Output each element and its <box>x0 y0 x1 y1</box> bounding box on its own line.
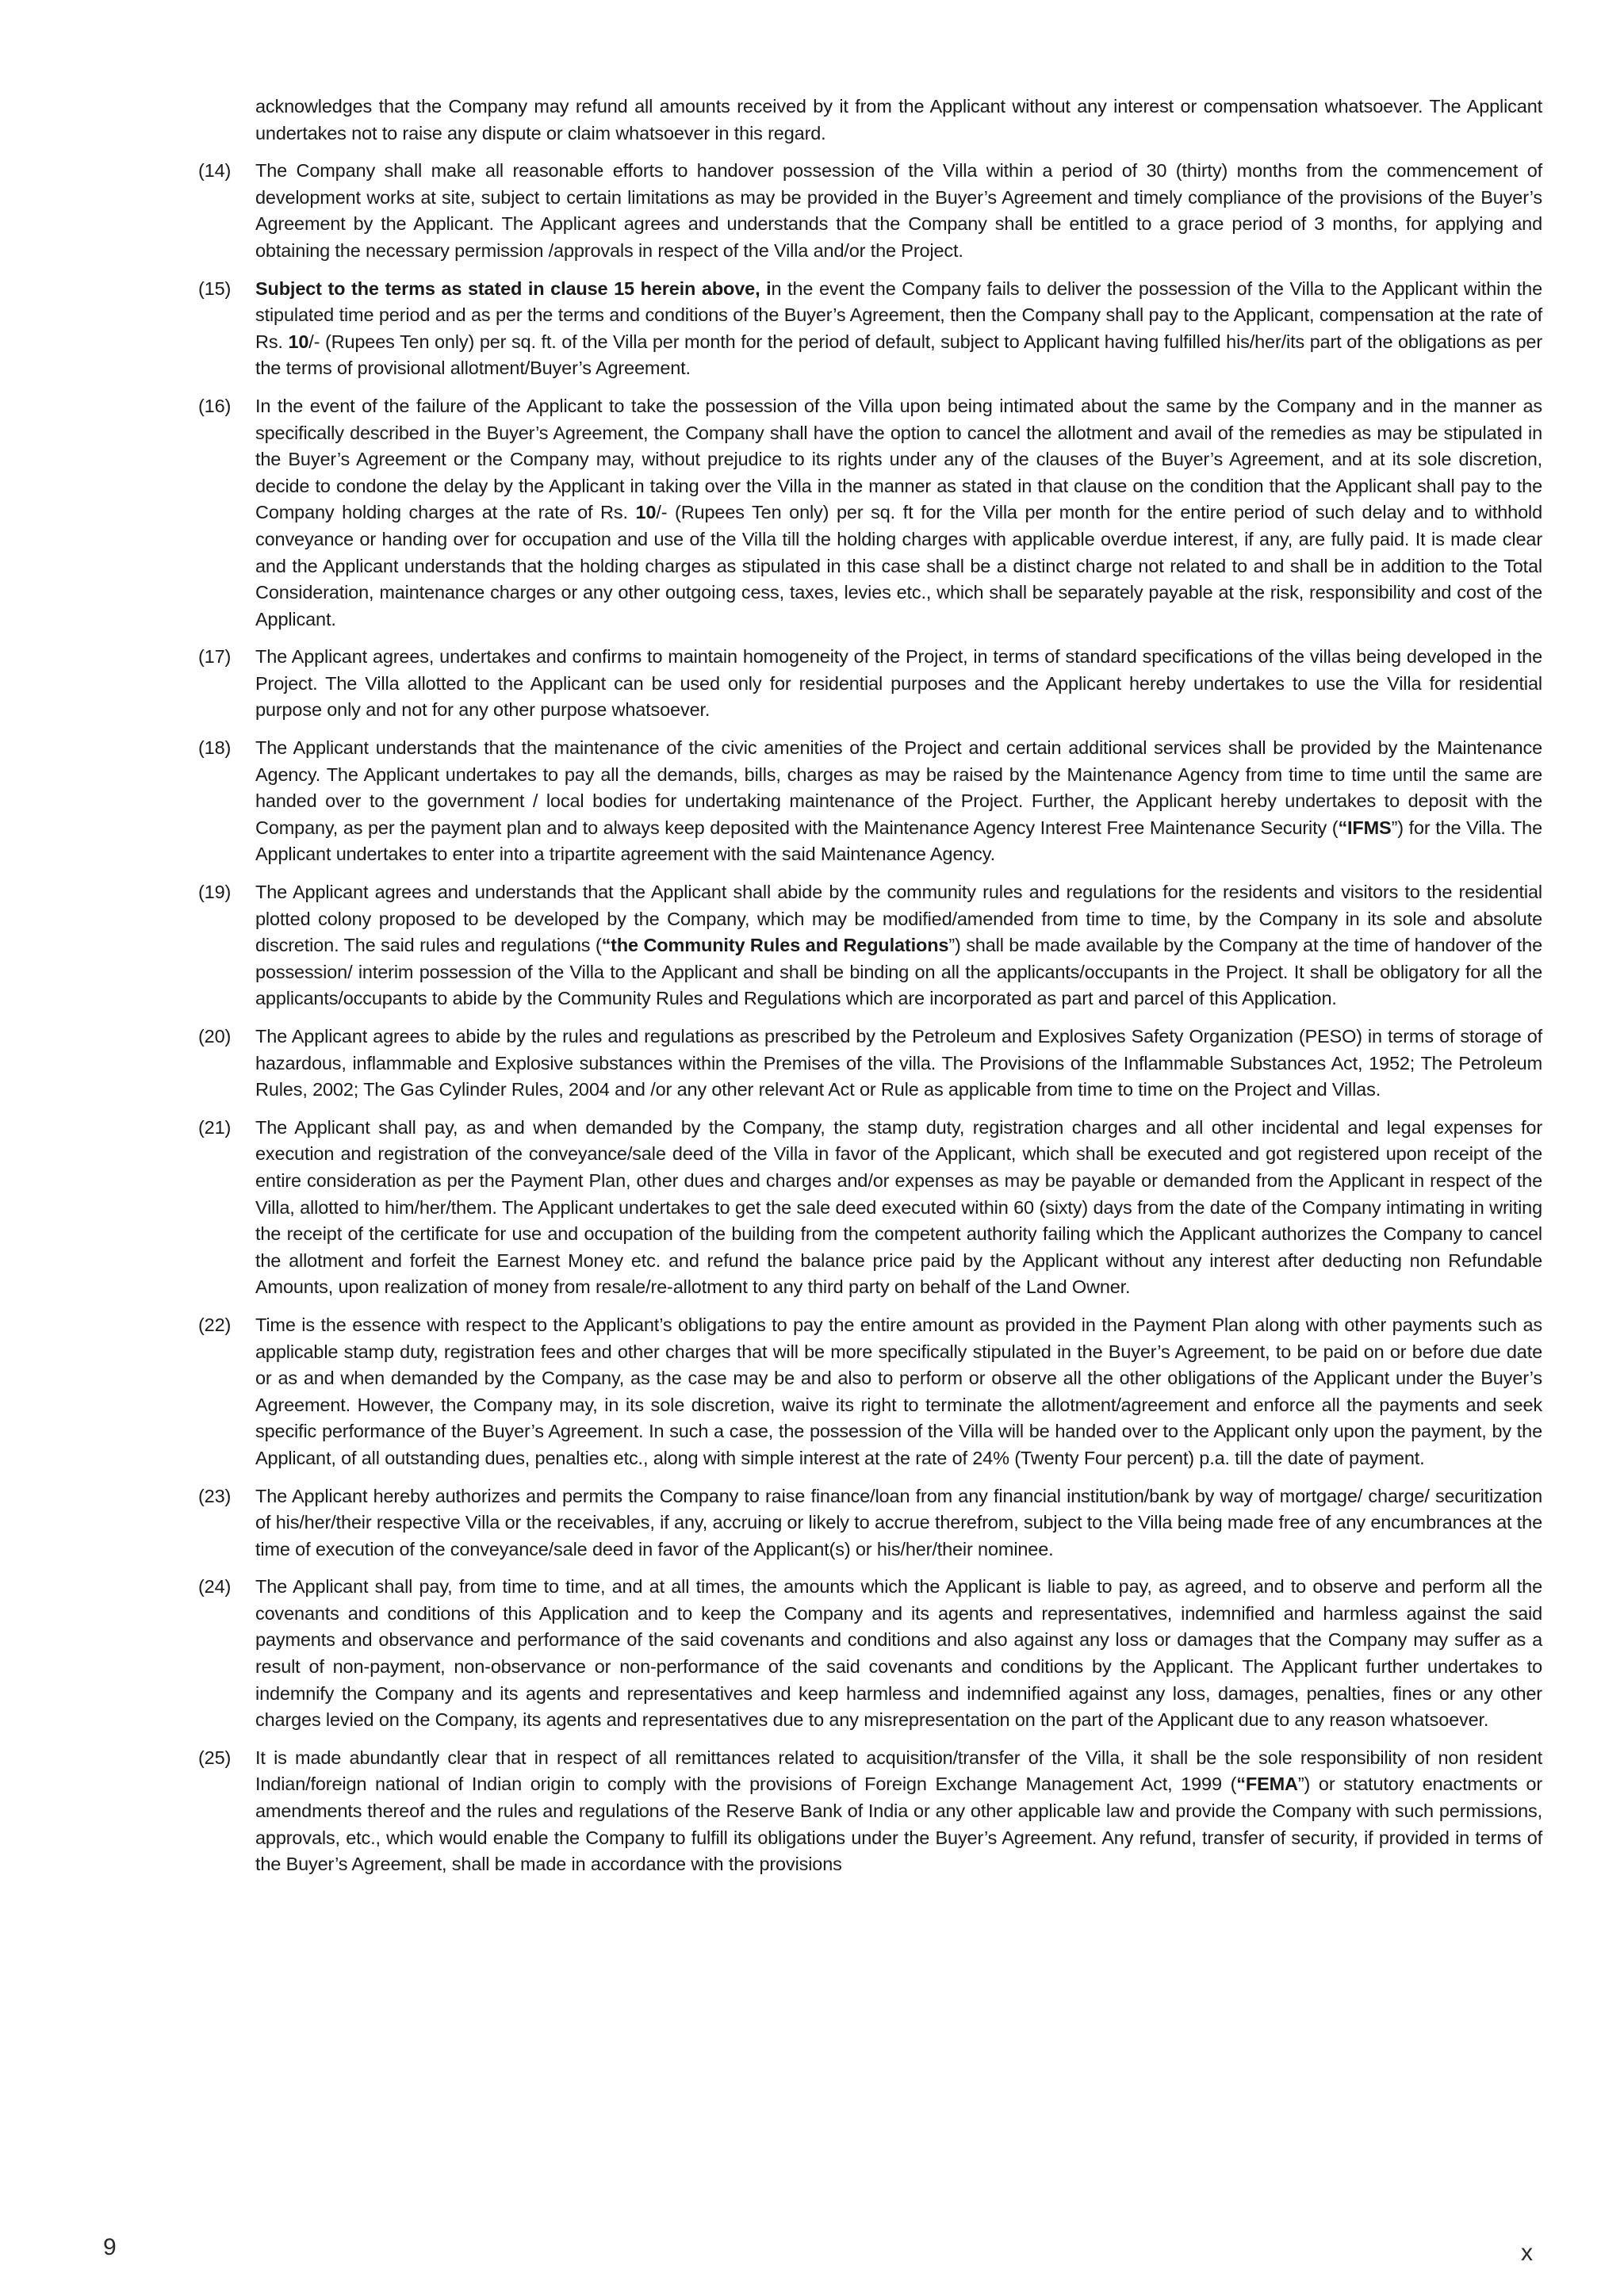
clause-21 <box>198 1115 1542 1301</box>
clause-16 <box>198 393 1542 633</box>
defined-term: “the Community Rules and Regulations <box>601 935 949 956</box>
clause-number: (24) <box>198 1576 232 1598</box>
clause-17 <box>198 644 1542 724</box>
clause-number: (17) <box>198 646 232 668</box>
rate-value: 10 <box>288 331 309 352</box>
clause-20 <box>198 1024 1542 1104</box>
clause-18 <box>198 735 1542 868</box>
page-number: 9 <box>103 2234 117 2260</box>
clause-number: (14) <box>198 160 232 182</box>
clause-number: (15) <box>198 277 232 299</box>
clause-number: (16) <box>198 395 232 416</box>
clause-15 <box>198 276 1542 382</box>
page-mark: x <box>1521 2240 1533 2266</box>
defined-term: “IFMS <box>1338 817 1392 838</box>
terms-body <box>198 94 1542 1889</box>
clause-number: (25) <box>198 1747 232 1768</box>
clause-text: The Applicant shall pay, from time to time, and at all times, the amounts which the Applicant is liable to pay, as agreed, and to observe and perform all the covenants and conditions of this Application and to keep the Company and its agents and representatives, indemnified and harmless against the said payments and observance and performance of the said covenants and conditions and also against any loss or damages that the Company may suffer as a result of non-payment, non-observance or non-performance of the said covenants and conditions by the Applicant. The Applicant further undertakes to indemnify the Company and its agents and representatives and keep harmless and indemnified against any loss, damages, penalties, fines or any other charges levied on the Company, its agents and representatives due to any misrepresentation on the part of the Applicant due to any reason whatsoever. <box>255 1576 1542 1731</box>
clause-text: The Applicant agrees to abide by the rules and regulations as prescribed by the Petroleum and Explosives Safety Organization (PESO) in terms of storage of hazardous, inflammable and Explosive substances within the Premises of the villa. The Provisions of the Inflammable Substances Act, 1952; The Petroleum Rules, 2002; The Gas Cylinder Rules, 2004 and /or any other relevant Act or Rule as applicable from time to time on the Project and Villas. <box>255 1026 1542 1100</box>
clause-text: The Applicant hereby authorizes and permits the Company to raise finance/loan from any financial institution/bank by way of mortgage/ charge/ securitization of his/her/their respective Villa or the receivables, if any, accruing or likely to accrue therefrom, subject to the Villa being made free of any encumbrances at the time of execution of the conveyance/sale deed in favor of the Applicant(s) or his/her/their nominee. <box>255 1485 1542 1559</box>
rate-value: 10 <box>635 502 657 523</box>
clause-text: The Applicant agrees and understands that the Applicant shall abide by the community rules and regulations for the residents and visitors to the residential plotted colony proposed to be developed by the Company, which may be modified/amended from time to time, by the Company in its sole and absolute discretion. The said rules and regulations (“the Community Rules and Regulations”) shall be made available by the Company at the time of handover of the possession/ interim possession of the Villa to the Applicant and shall be binding on all the applicants/occupants in the Project. It shall be obligatory for all the applicants/occupants to abide by the Community Rules and Regulations which are incorporated as part and parcel of this Application. <box>255 882 1542 1009</box>
clause-23 <box>198 1483 1542 1563</box>
clause-19 <box>198 879 1542 1012</box>
clause-bold-lead: Subject to the terms as stated in clause 15 herein above, i <box>255 277 772 299</box>
continued-paragraph: acknowledges that the Company may refund all amounts received by it from the Applicant without any interest or compensation whatsoever. The Applicant undertakes not to raise any dispute or claim whatsoever in this regard. <box>255 96 1542 144</box>
clause-number: (20) <box>198 1026 232 1047</box>
clause-text: It is made abundantly clear that in respect of all remittances related to acquisition/transfer of the Villa, it shall be the sole responsibility of non resident Indian/foreign national of Indian origin to comply with the provisions of Foreign Exchange Management Act, 1999 (“FEMA”) or statutory enactments or amendments thereof and the rules and regulations of the Reserve Bank of India or any other applicable law and provide the Company with such permissions, approvals, etc., which would enable the Company to fulfill its obligations under the Buyer’s Agreement. Any refund, transfer of security, if provided in terms of the Buyer’s Agreement, shall be made in accordance with the provisions <box>255 1747 1542 1875</box>
clause-24 <box>198 1574 1542 1734</box>
clause-text: The Company shall make all reasonable efforts to handover possession of the Villa within a period of 30 (thirty) months from the commencement of development works at site, subject to certain limitations as may be provided in the Buyer’s Agreement and timely compliance of the provisions of the Buyer’s Agreement by the Applicant. The Applicant agrees and understands that the Company shall be entitled to a grace period of 3 months, for applying and obtaining the necessary permission /approvals in respect of the Villa and/or the Project. <box>255 160 1542 261</box>
clause-text: The Applicant shall pay, as and when demanded by the Company, the stamp duty, registration charges and all other incidental and legal expenses for execution and registration of the conveyance/sale deed of the Villa in favor of the Applicant, which shall be executed and got registered upon receipt of the entire consideration as per the Payment Plan, other dues and charges and/or expenses as may be payable or demanded from the Applicant in respect of the Villa, allotted to him/her/them. The Applicant undertakes to get the sale deed executed within 60 (sixty) days from the date of the Company intimating in writing the receipt of the certificate for use and occupation of the building from the competent authority failing which the Applicant authorizes the Company to cancel the allotment and forfeit the Earnest Money etc. and refund the balance price paid by the Applicant without any interest after deducting non Refundable Amounts, upon realization of money from resale/re-allotment to any third party on behalf of the Land Owner. <box>255 1116 1542 1298</box>
clause-text: In the event of the failure of the Applicant to take the possession of the Villa upon being intimated about the same by the Company and in the manner as specifically described in the Buyer’s Agreement, the Company shall have the option to cancel the allotment and avail of the remedies as may be stipulated in the Buyer’s Agreement or the Company may, without prejudice to its rights under any of the clauses of the Buyer’s Agreement, and at its sole discretion, decide to condone the delay by the Applicant in taking over the Villa in the manner as stated in that clause on the condition that the Applicant shall pay to the Company holding charges at the rate of Rs. 10/- (Rupees Ten only) per sq. ft for the Villa per month for the entire period of such delay and to withhold conveyance or handing over for occupation and use of the Villa till the holding charges with applicable overdue interest, if any, are fully paid. It is made clear and the Applicant understands that the holding charges as stipulated in this case shall be a distinct charge not related to and shall be in addition to the Total Consideration, maintenance charges or any other outgoing cess, taxes, levies etc., which shall be separately payable at the risk, responsibility and cost of the Applicant. <box>255 395 1542 629</box>
clause-number: (22) <box>198 1314 232 1335</box>
clause-text: Subject to the terms as stated in clause 15 herein above, in the event the Company fails to deliver the possession of the Villa to the Applicant within the stipulated time period and as per the terms and conditions of the Buyer’s Agreement, then the Company shall pay to the Applicant, compensation at the rate of Rs. 10/- (Rupees Ten only) per sq. ft. of the Villa per month for the period of default, subject to Applicant having fulfilled his/her/its part of the obligations as per the terms of provisional allotment/Buyer’s Agreement. <box>255 277 1542 379</box>
clause-number: (19) <box>198 882 232 903</box>
clause-22 <box>198 1312 1542 1472</box>
clause-number: (21) <box>198 1116 232 1138</box>
clause-14 <box>198 158 1542 264</box>
clause-number: (23) <box>198 1485 232 1506</box>
clause-text: Time is the essence with respect to the Applicant’s obligations to pay the entire amount as provided in the Payment Plan along with other payments such as applicable stamp duty, registration fees and other charges that will be more specifically stipulated in the Buyer’s Agreement, to be paid on or before due date or as and when demanded by the Company, as the case may be and also to perform or observe all the other obligations of the Applicant under the Buyer’s Agreement. However, the Company may, in its sole discretion, waive its right to terminate the allotment/agreement and enforce all the payments and seek specific performance of the Buyer’s Agreement. In such a case, the possession of the Villa will be handed over to the Applicant only upon the payment, by the Applicant, of all outstanding dues, penalties etc., along with simple interest at the rate of 24% (Twenty Four percent) p.a. till the date of payment. <box>255 1314 1542 1468</box>
clause-text: The Applicant understands that the maintenance of the civic amenities of the Project and certain additional services shall be provided by the Maintenance Agency. The Applicant undertakes to pay all the demands, bills, charges as may be raised by the Maintenance Agency from time to time until the same are handed over to the government / local bodies for undertaking maintenance of the Project. Further, the Applicant hereby undertakes to deposit with the Company, as per the payment plan and to always keep deposited with the Maintenance Agency Interest Free Maintenance Security (“IFMS”) for the Villa. The Applicant undertakes to enter into a tripartite agreement with the said Maintenance Agency. <box>255 737 1542 865</box>
defined-term: “FEMA <box>1236 1774 1298 1795</box>
clause-text: The Applicant agrees, undertakes and confirms to maintain homogeneity of the Project, in terms of standard specifications of the villas being developed in the Project. The Villa allotted to the Applicant can be used only for residential purposes and the Applicant hereby undertakes to use the Villa for residential purpose only and not for any other purpose whatsoever. <box>255 646 1542 721</box>
clause-number: (18) <box>198 737 232 759</box>
clause-25 <box>198 1745 1542 1878</box>
